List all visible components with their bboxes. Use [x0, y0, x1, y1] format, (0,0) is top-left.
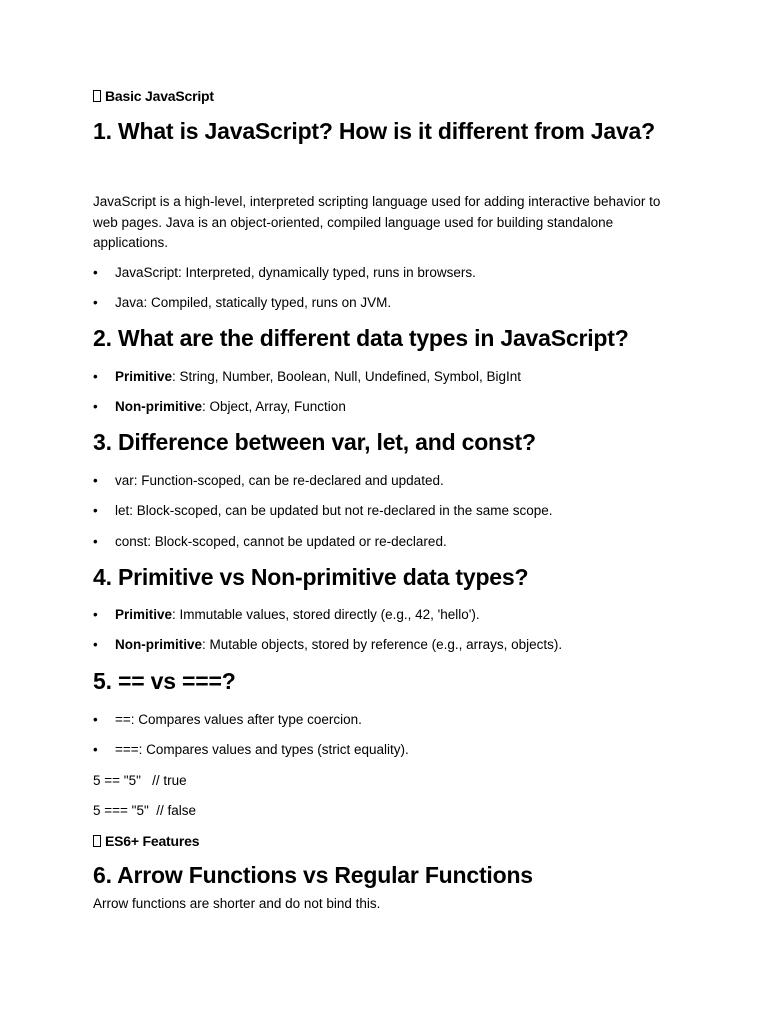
list-item [93, 399, 346, 414]
question-6-paragraph: Arrow functions are shorter and do not bind this. [93, 896, 381, 911]
list-item-term: Primitive [115, 607, 173, 622]
question-1-paragraph: JavaScript is a high-level, interpreted scripting language used for adding interactive behavior to web pages. Java is an object-oriented, compiled language used for building standalone applications. [93, 194, 661, 250]
list-item-term: Primitive [115, 369, 173, 384]
code-example-line: 5 === "5" // false [93, 803, 197, 818]
list-item-text: let: Block-scoped, can be updated but not re-declared in the same scope. [115, 503, 553, 518]
list-item-term: Non-primitive [115, 637, 203, 652]
list-item-text: : Immutable values, stored directly (e.g., 42, 'hello'). [172, 607, 480, 622]
bullet-icon: • [93, 369, 98, 384]
bullet-icon: • [93, 399, 98, 414]
code-example-line: 5 == "5" // true [93, 773, 187, 788]
bullet-icon: • [93, 712, 98, 727]
list-item [93, 369, 521, 384]
list-item-text: : Object, Array, Function [202, 399, 346, 414]
bullet-icon: • [93, 265, 98, 280]
list-item-text: Java: Compiled, statically typed, runs on JVM. [115, 295, 392, 310]
section-label-text: Basic JavaScript [105, 88, 214, 104]
bullet-icon: • [93, 295, 98, 310]
list-item [93, 473, 444, 488]
question-5-heading: 5. == vs ===? [93, 668, 236, 694]
list-item [93, 534, 447, 549]
question-1-heading: 1. What is JavaScript? How is it different from Java? [93, 118, 655, 144]
bullet-icon: • [93, 637, 98, 652]
list-item [93, 637, 563, 652]
list-item-text: ==: Compares values after type coercion. [115, 712, 362, 727]
list-item [93, 712, 362, 727]
bullet-icon: • [93, 503, 98, 518]
list-item [93, 607, 480, 622]
list-item-text: const: Block-scoped, cannot be updated or re-declared. [115, 534, 447, 549]
list-item-text: : Mutable objects, stored by reference (e.g., arrays, objects). [202, 637, 563, 652]
list-item-term: Non-primitive [115, 399, 203, 414]
list-item-text: JavaScript: Interpreted, dynamically typed, runs in browsers. [115, 265, 476, 280]
missing-glyph-icon [93, 835, 101, 847]
question-6-heading: 6. Arrow Functions vs Regular Functions [93, 862, 533, 888]
section-label-basic [93, 88, 214, 104]
question-4-heading: 4. Primitive vs Non-primitive data types? [93, 564, 529, 590]
bullet-icon: • [93, 742, 98, 757]
list-item-text: ===: Compares values and types (strict equality). [115, 742, 409, 757]
list-item-text: : String, Number, Boolean, Null, Undefined, Symbol, BigInt [172, 369, 521, 384]
list-item [93, 265, 476, 280]
list-item [93, 503, 553, 518]
missing-glyph-icon [93, 90, 101, 102]
list-item-text: var: Function-scoped, can be re-declared and updated. [115, 473, 444, 488]
bullet-icon: • [93, 607, 98, 622]
list-item [93, 295, 392, 310]
question-3-heading: 3. Difference between var, let, and const? [93, 429, 536, 455]
question-2-heading: 2. What are the different data types in JavaScript? [93, 325, 629, 351]
section-label-text: ES6+ Features [105, 833, 200, 849]
section-label-es6 [93, 833, 199, 849]
bullet-icon: • [93, 473, 98, 488]
bullet-icon: • [93, 534, 98, 549]
list-item [93, 742, 409, 757]
